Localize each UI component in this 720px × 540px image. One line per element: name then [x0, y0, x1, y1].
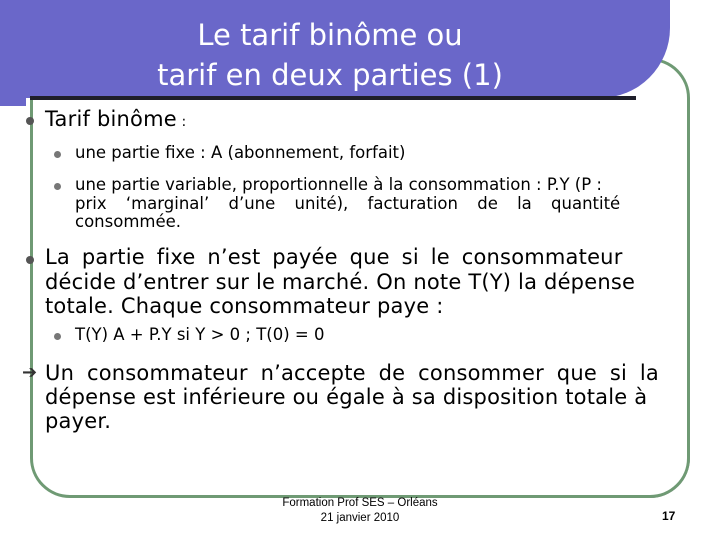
footer-line-2: 21 janvier 2010	[320, 512, 400, 524]
title-line-1: Le tarif binôme ou	[197, 18, 463, 52]
bullet-2-line-3: totale. Chaque consommateur paye :	[45, 294, 444, 318]
footer	[270, 496, 450, 526]
sub-bullet-2-line-3: consommée.	[75, 212, 182, 231]
sub-bullet-3: T(Y) A + P.Y si Y > 0 ; T(0) = 0	[75, 325, 325, 344]
arrow-right-icon: ➔	[22, 362, 38, 383]
sub-bullet-1: une partie fixe : A (abonnement, forfait)	[75, 143, 406, 162]
bullet-dot-icon	[26, 117, 34, 125]
bullet-1	[45, 107, 186, 131]
page-number: 17	[662, 509, 676, 523]
sub-bullet-2-line-2: prix ‘marginal’ d’une unité), facturation de la quantité	[75, 194, 621, 213]
bullet-3-line-3: payer.	[45, 409, 112, 433]
sub-bullet-2-line-1: une partie variable, proportionnelle à la consommation : P.Y (P :	[75, 175, 602, 194]
title-line-2: tarif en deux parties (1)	[157, 58, 503, 92]
sub-bullet-dot-icon	[54, 333, 61, 340]
footer-line-1: Formation Prof SES – Orléans	[282, 497, 438, 509]
bullet-2-line-1: La partie fixe n’est payée que si le consommateur	[45, 245, 623, 269]
title-banner-strip	[0, 0, 26, 106]
bullet-3-line-2: dépense est inférieure ou égale à sa disposition totale à	[45, 385, 648, 409]
bullet-dot-icon	[26, 256, 34, 264]
slide-title	[50, 15, 610, 95]
sub-bullet-dot-icon	[54, 183, 61, 190]
bullet-1-text: Tarif binôme	[45, 107, 177, 131]
sub-bullet-dot-icon	[54, 151, 61, 158]
bullet-3-line-1: Un consommateur n’accepte de consommer que si la	[45, 361, 659, 385]
bullet-2-line-2: décide d’entrer sur le marché. On note T(Y) la dépense	[45, 270, 636, 294]
title-underline	[30, 96, 636, 100]
bullet-1-suffix: :	[176, 114, 187, 130]
